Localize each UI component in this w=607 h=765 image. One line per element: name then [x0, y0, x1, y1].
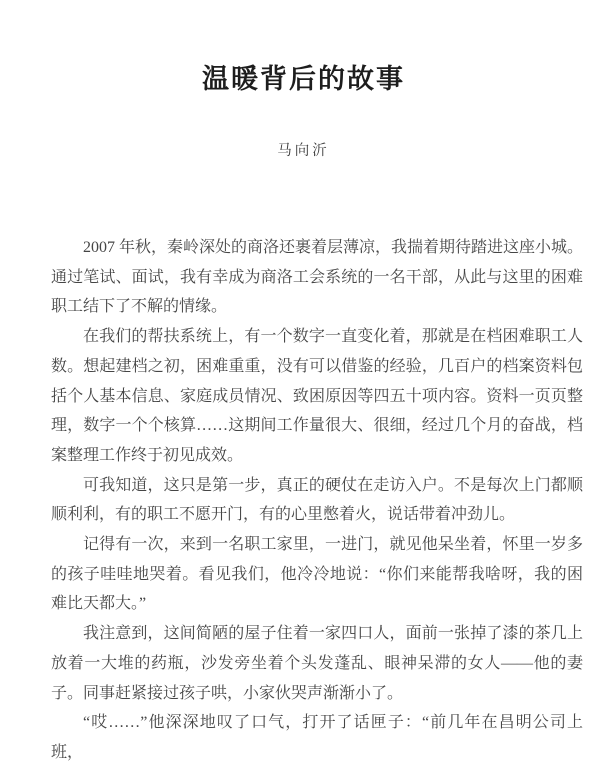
paragraph-1: 2007 年秋，秦岭深处的商洛还裹着层薄凉，我揣着期待踏进这座小城。通过笔试、面试，我有幸成为商洛工会系统的一名干部，从此与这里的困难职工结下了不解的情缘。 [51, 239, 584, 316]
paragraph-5: 我注意到，这间简陋的屋子住着一家四口人，面前一张掉了漆的茶几上放着一大堆的药瓶，沙发旁坐着个头发蓬乱、眼神呆滞的女人——他的妻子。同事赶紧接过孩子哄，小家伙哭声渐渐小了。 [51, 625, 583, 702]
document-body [51, 233, 583, 765]
author-byline: 马向沂 [277, 143, 330, 159]
paragraph-4: 记得有一次，来到一名职工家里，一进门，就见他呆坐着，怀里一岁多的孩子哇哇地哭着。看见我们，他冷冷地说：“你们来能帮我啥呀，我的困难比天都大。” [51, 536, 583, 613]
paragraph-2: 在我们的帮扶系统上，有一个数字一直变化着，那就是在档困难职工人数。想起建档之初，困难重重，没有可以借鉴的经验，几百户的档案资料包括个人基本信息、家庭成员情况、致困原因等四五十项内容。资料一页页整理，数字一个个核算……这期间工作量很大、很细，经过几个月的奋战，档案整理工作终于初见成效。 [51, 328, 583, 464]
document-title: 温暖背后的故事 [202, 64, 405, 94]
paragraph-3: 可我知道，这只是第一步，真正的硬仗在走访入户。不是每次上门都顺顺利利，有的职工不愿开门，有的心里憋着火，说话带着冲劲儿。 [51, 476, 583, 524]
paragraph-6: “哎……”他深深地叹了口气，打开了话匣子：“前几年在昌明公司上班， [51, 714, 583, 761]
